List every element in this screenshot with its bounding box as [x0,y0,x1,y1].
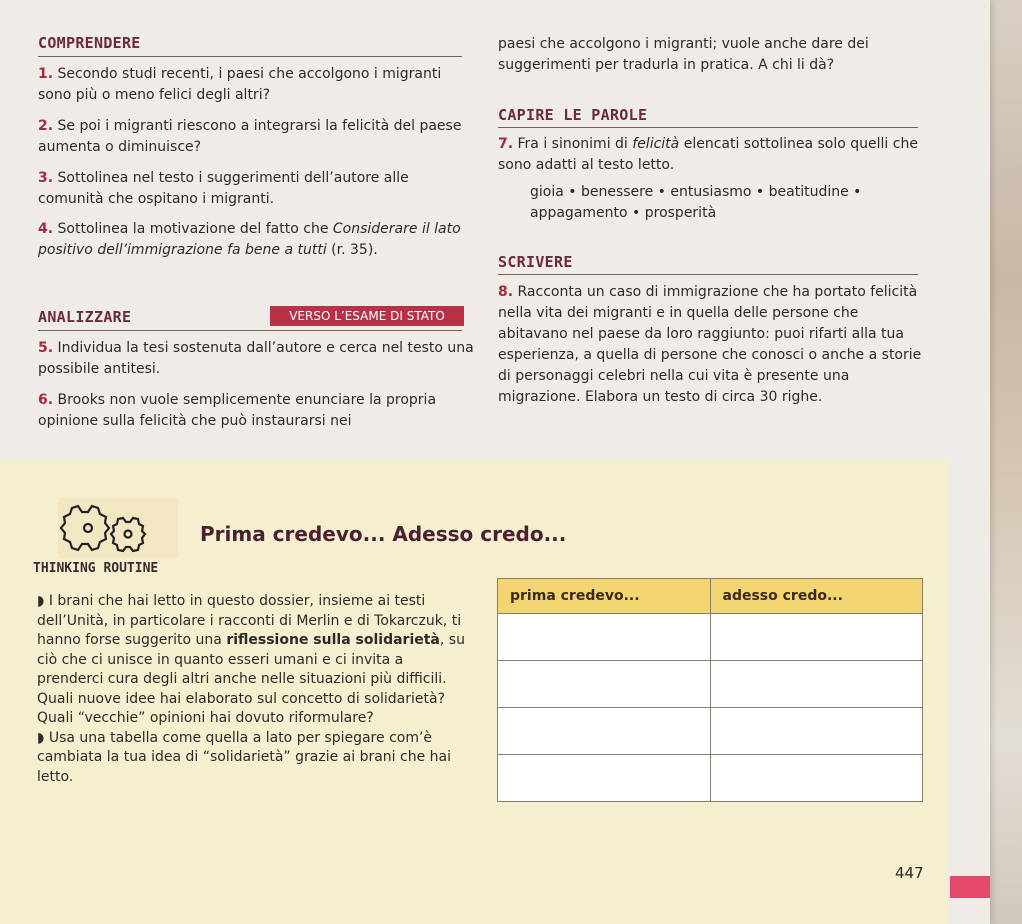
table-header-after: adesso credo... [710,579,923,614]
thinking-routine-title: Prima credevo... Adesso credo... [200,522,567,546]
comprendere-rule [38,56,462,57]
table-row [498,708,923,755]
scrivere-rule [498,274,918,275]
comprendere-heading: COMPRENDERE [38,34,141,52]
question-4 [38,219,478,261]
question-number: 5. [38,340,54,356]
table-cell[interactable] [710,614,923,661]
thinking-routine-label: THINKING ROUTINE [33,561,159,576]
bullet-icon: ◗ [37,593,49,609]
bullet-icon: ◗ [37,729,49,746]
question-1 [38,64,478,106]
question-text: Sottolinea la motivazione del fatto che [57,221,333,237]
capire-heading: CAPIRE LE PAROLE [498,106,648,124]
question-keyword: felicità [632,136,680,152]
page-tab [950,876,990,898]
question-number: 7. [498,136,514,152]
exam-badge: VERSO L’ESAME DI STATO [270,306,464,326]
question-text: Se poi i migranti riescono a integrarsi la felicità del paese aumenta o diminuisce? [38,118,462,155]
instruction-emphasis: riflessione sulla solidarietà [226,632,440,648]
question-number: 6. [38,392,54,408]
question-text: Individua la tesi sostenuta dall’autore e cerca nel testo una possibile antitesi. [38,340,474,377]
gears-icon [58,498,178,558]
instruction-2 [37,729,467,788]
question-quote: Considerare il lato positivo dell’immigrazione fa bene a tutti [38,221,461,258]
question-text: Racconta un caso di immigrazione che ha portato felicità nella vita dei migranti e in quella delle persone che abitavano nel paese da loro raggiunto: puoi rifarti alla tua esperienza, a quella di persone che conosci o anche a storie di personaggi celebri nella cui vita è presente una migrazione. Elabora un testo di circa 30 righe. [498,284,922,405]
page-number: 447 [895,864,924,882]
analizzare-rule [38,330,462,331]
question-number: 8. [498,284,514,300]
belief-table [497,578,923,802]
table-cell[interactable] [710,661,923,708]
table-cell[interactable] [498,661,711,708]
question-3 [38,168,478,210]
table-row [498,661,923,708]
question-number: 3. [38,170,54,186]
table-header-before: prima credevo... [498,579,711,614]
instruction-text: Usa una tabella come quella a lato per spiegare com’è cambiata la tua idea di “solidarietà” grazie ai brani che hai letto. [37,729,451,785]
table-cell[interactable] [498,614,711,661]
instruction-text-end: , su ciò che ci unisce in quanto esseri umani e ci invita a prenderci cura degli altri anche nelle situazioni più difficili. Quali nuove idee hai elaborato sul concetto di solidarietà? Quali “vecchie” opinioni hai dovuto riformulare? [37,632,465,726]
table-row [498,614,923,661]
question-7 [498,134,922,176]
question-text: Fra i sinonimi di [517,136,633,152]
table-cell[interactable] [710,755,923,802]
table-cell[interactable] [498,755,711,802]
question-text: Sottolinea nel testo i suggerimenti dell’autore alle comunità che ospitano i migranti. [38,170,409,207]
question-5 [38,338,478,380]
question-text: Secondo studi recenti, i paesi che accolgono i migranti sono più o meno felici degli altri? [38,66,442,103]
gear-panel [58,498,178,558]
table-cell[interactable] [710,708,923,755]
capire-rule [498,127,918,128]
scrivere-heading: SCRIVERE [498,253,573,271]
thinking-routine-instructions [37,592,467,787]
table-cell[interactable] [498,708,711,755]
question-number: 4. [38,221,54,237]
instruction-text: I brani che hai letto in questo dossier, insieme ai testi dell’Unità, in particolare i racconti di Merlin e di Tokarczuk, ti hanno forse suggerito una [37,593,462,648]
question-text-end: elencati sottolinea solo quelli che sono adatti al testo letto. [498,136,918,173]
analizzare-heading: ANALIZZARE [38,308,132,326]
table-row [498,755,923,802]
instruction-1 [37,592,467,729]
question-number: 1. [38,66,54,82]
question-ref: (r. 35). [326,242,378,258]
question-text: Brooks non vuole semplicemente enunciare la propria opinione sulla felicità che può instaurarsi nei [38,392,437,429]
question-6 [38,390,478,432]
question-2 [38,116,478,158]
question-6-continuation: paesi che accolgono i migranti; vuole anche dare dei suggerimenti per tradurla in pratica. A chi li dà? [498,36,869,73]
question-number: 2. [38,118,54,134]
question-8 [498,282,922,408]
synonyms-list: gioia • benessere • entusiasmo • beatitudine • appagamento • prosperità [530,184,862,221]
